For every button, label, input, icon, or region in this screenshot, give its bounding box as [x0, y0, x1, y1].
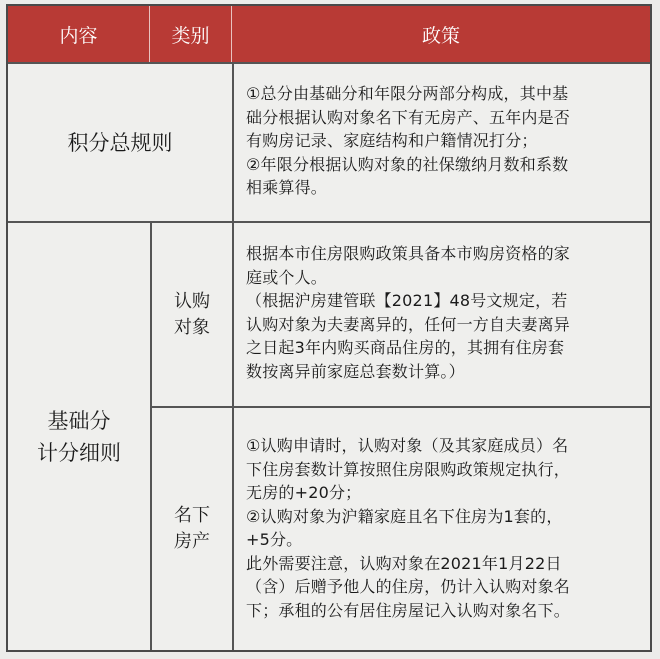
table-header	[8, 6, 650, 62]
header-category: 类别	[150, 6, 232, 62]
sub1-policy	[234, 242, 650, 383]
policy-line: 认购对象为夫妻离异的，任何一方自夫妻离异	[246, 314, 571, 334]
sub1-category	[152, 223, 232, 406]
sub2-category-line2: 房产	[174, 531, 210, 552]
sub2-category	[152, 408, 232, 650]
sub2-category-line1: 名下	[174, 505, 210, 526]
header-policy: 政策	[421, 24, 460, 47]
row-general-content: 积分总规则	[67, 130, 173, 155]
policy-line: 相乘算得。	[246, 178, 328, 197]
policy-line: （根据沪房建管联【2021】48号文规定，若	[246, 291, 568, 310]
header-content: 内容	[8, 6, 150, 62]
policy-table	[6, 4, 652, 652]
policy-line: 庭或个人。	[246, 267, 328, 287]
policy-line: 础分根据认购对象名下有无房产、五年内是否	[246, 107, 571, 127]
policy-line: 下住房套数计算按照住房限购政策规定执行，	[246, 459, 571, 479]
row-basic-content	[8, 223, 150, 650]
policy-line: 之日起3年内购买商品住房的，其拥有住房套	[246, 338, 565, 357]
policy-line: ①认购申请时，认购对象（及其家庭成员）名	[246, 436, 569, 455]
policy-line: 数按离异前家庭总套数计算。）	[246, 361, 465, 381]
policy-line: 此外需要注意，认购对象在2021年1月22日	[246, 553, 562, 573]
sub2-policy	[234, 434, 650, 622]
sub1-category-line1: 认购	[174, 290, 210, 312]
sub1-category-line2: 对象	[174, 316, 210, 338]
row-basic-content-line2: 计分细则	[37, 440, 121, 465]
policy-line: ①总分由基础分和年限分两部分构成，其中基	[246, 84, 569, 103]
row-basic-content-line1: 基础分	[47, 408, 111, 433]
row-general-policy	[234, 82, 650, 200]
policy-line: 有购房记录、家庭结构和户籍情况打分；	[246, 131, 538, 150]
policy-line: 无房的+20分；	[246, 483, 362, 502]
policy-line: 根据本市住房限购政策具备本市购房资格的家	[246, 244, 571, 263]
policy-line: ②年限分根据认购对象的社保缴纳月数和系数	[246, 154, 569, 174]
policy-line: +5分。	[246, 530, 303, 549]
policy-line: （含）后赠予他人的住房，仍计入认购对象名	[246, 577, 571, 596]
policy-line: ②认购对象为沪籍家庭且名下住房为1套的，	[246, 506, 563, 526]
policy-line: 下；承租的公有居住房屋记入认购对象名下。	[246, 600, 571, 620]
